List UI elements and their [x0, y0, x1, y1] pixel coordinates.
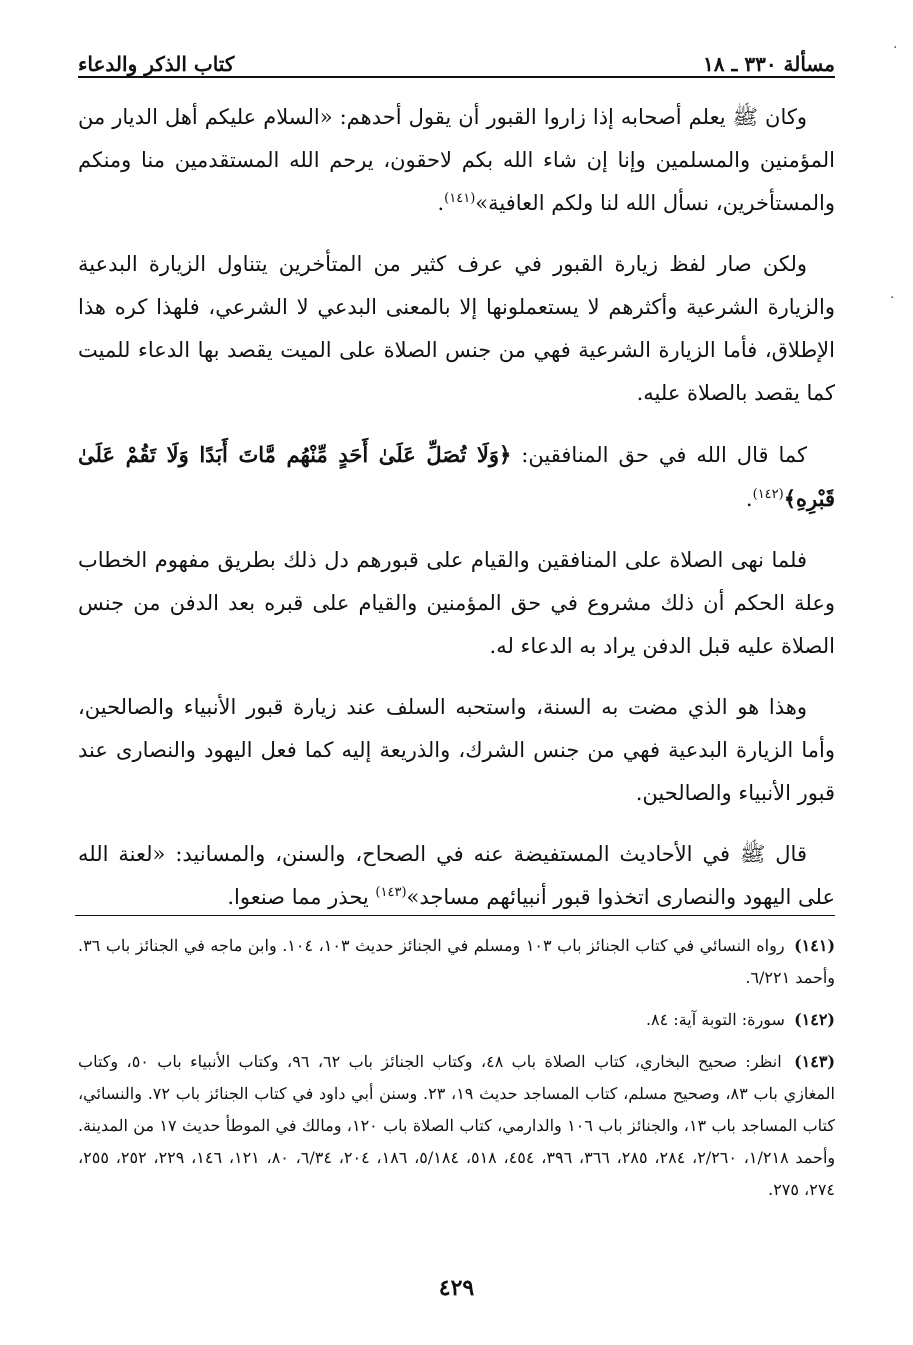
header-rule: [78, 76, 835, 78]
footnote-number: (١٤١): [794, 936, 836, 955]
running-header: [78, 36, 835, 76]
paragraph-text: فلما نهى الصلاة على المنافقين والقيام على قبورهم دل ذلك بطريق مفهوم الخطاب وعلة الحكم أن ذلك مشروع في حق المؤمنين والقيام على قبره بعد الدفن من جنس الصلاة عليه قبل الدفن يراد به الدعاء له.: [78, 548, 835, 658]
paragraph-text: قال ﷺ في الأحاديث المستفيضة عنه في الصحاح، والسنن، والمسانيد: «لعنة الله على اليهود والنصارى اتخذوا قبور أنبيائهم مساجد»: [78, 842, 835, 909]
paragraph-text: وهذا هو الذي مضت به السنة، واستحبه السلف عند زيارة قبور الأنبياء والصالحين، وأما الزيارة البدعية فهي من جنس الشرك، والذريعة إليه كما فعل اليهود والنصارى عند قبور الأنبياء والصالحين.: [78, 695, 835, 805]
paragraph-tail: يحذر مما صنعوا.: [227, 885, 376, 909]
footnote-text: سورة: التوبة آية: ٨٤.: [645, 1010, 785, 1029]
footnote-reference: (١٤٢): [752, 487, 784, 502]
paragraph: [78, 833, 835, 919]
paragraph: [78, 243, 835, 415]
paragraph-text: وكان ﷺ يعلم أصحابه إذا زاروا القبور أن يقول أحدهم: «السلام عليكم أهل الديار من المؤمنين والمسلمين وإنا إن شاء الله بكم لاحقون، يرحم الله المستقدمين منا ومنكم والمستأخرين، نسأل الله لنا ولكم العافية»: [78, 105, 835, 215]
footnote-text: انظر: صحيح البخاري، كتاب الصلاة باب ٤٨، وكتاب الجنائز باب ٦٢، ٩٦، وكتاب الأنبياء باب ٥٠، وكتاب المغازي باب ٨٣، وصحيح مسلم، كتاب المساجد حديث ١٩، ٢٣. وسنن أبي داود في كتاب الجنائز باب ٧٢. والنسائي، كتاب المساجد باب ١٣، والجنائز باب ١٠٦ والدارمي، كتاب الصلاة باب ١٢٠، ومالك في الموطأ حديث ١٧ من المدينة. وأحمد ١/٢١٨، ٢/٢٦٠، ٢٨٤، ٢٨٥، ٣٦٦، ٣٩٦، ٤٥٤، ٥١٨، ٥/١٨٤، ١٨٦، ٢٠٤، ٦/٣٤، ٨٠، ١٢١، ١٤٦، ٢٢٩، ٢٥٢، ٢٥٥، ٢٧٤، ٢٧٥.: [78, 1052, 836, 1199]
main-text: [78, 96, 835, 937]
paragraph: [78, 539, 835, 668]
footnote-reference: (١٤١): [444, 191, 476, 206]
footnote-rule: [75, 915, 835, 916]
paragraph-tail: .: [745, 487, 753, 511]
margin-mark: ·: [890, 290, 895, 306]
footnote-reference: (١٤٣): [375, 885, 407, 900]
footnote-number: (١٤٢): [794, 1010, 835, 1029]
paragraph: [78, 96, 835, 225]
footnote-text: رواه النسائي في كتاب الجنائز باب ١٠٣ ومسلم في الجنائز حديث ١٠٣، ١٠٤. وابن ماجه في الجنائز باب ٣٦. وأحمد ٦/٢٢١.: [78, 936, 835, 987]
paragraph-tail: .: [437, 191, 445, 215]
footnote: [78, 1004, 835, 1036]
footnotes: [78, 930, 835, 1216]
page-number: ٤٢٩: [438, 1275, 475, 1301]
footnote: [78, 1046, 835, 1206]
header-chapter-title: كتاب الذكر والدعاء: [78, 52, 235, 76]
footnote-number: (١٤٣): [794, 1052, 836, 1071]
paragraph: [78, 686, 835, 815]
paragraph-text: كما قال الله في حق المنافقين:: [511, 443, 808, 467]
header-section-number: مسألة ٣٣٠ ـ ١٨: [703, 52, 835, 76]
footnote: [78, 930, 835, 994]
paragraph-text: ولكن صار لفظ زيارة القبور في عرف كثير من المتأخرين يتناول الزيارة البدعية والزيارة الشرعية وأكثرهم لا يستعملونها إلا بالمعنى البدعي لا الشرعي، فلهذا كره هذا الإطلاق، فأما الزيارة الشرعية فهي من جنس الصلاة على الميت يقصد بها الدعاء للميت كما يقصد بالصلاة عليه.: [78, 252, 835, 405]
margin-mark: ·: [893, 40, 898, 56]
quran-verse: ﴿وَلَا تُصَلِّ عَلَىٰ أَحَدٍ مِّنْهُم مَّاتَ أَبَدًا وَلَا تَقُمْ عَلَىٰ قَبْرِهِ﴾: [78, 442, 835, 511]
paragraph: [78, 433, 835, 521]
